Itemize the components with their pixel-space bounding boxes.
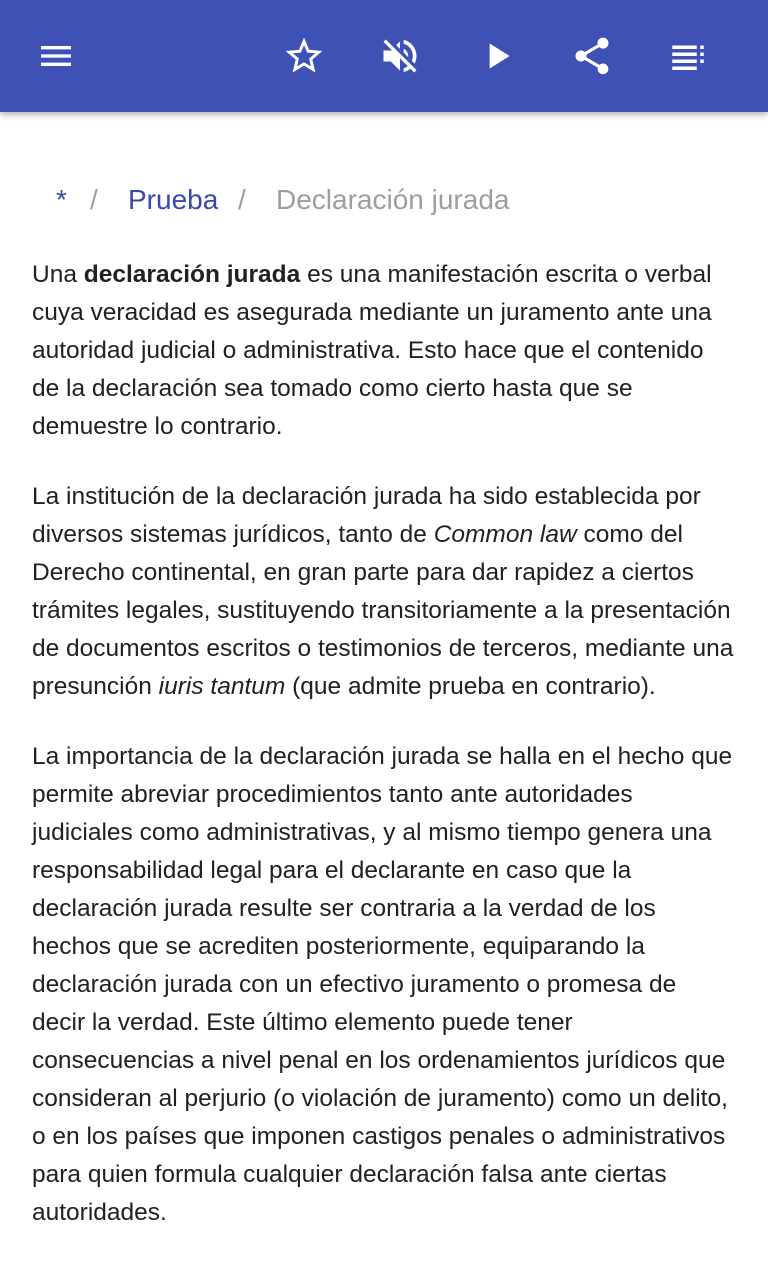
share-button[interactable]	[564, 28, 620, 84]
paragraph-text: La institución de la declaración jurada ha sido establecida por diversos sistemas jurídicos, tanto de	[32, 483, 701, 548]
star-outline-icon	[282, 34, 326, 78]
paragraph-1	[32, 256, 736, 446]
share-icon	[570, 34, 614, 78]
breadcrumb-home-link[interactable]: *	[56, 184, 67, 215]
breadcrumb-separator: /	[90, 184, 98, 215]
breadcrumb-parent-link[interactable]: Prueba	[128, 184, 219, 215]
paragraph-3: La importancia de la declaración jurada se halla en el hecho que permite abreviar procedimientos tanto ante autoridades judiciales como administrativas, y al mismo tiempo genera una responsabilidad legal para el declarante en caso que la declaración jurada resulte ser contraria a la verdad de los hechos que se acrediten posteriormente, equiparando la declaración jurada con un efectivo juramento o promesa de decir la verdad. Este último elemento puede tener consecuencias a nivel penal en los ordenamientos jurídicos que consideran al perjurio (o violación de juramento) como un delito, o en los países que imponen castigos penales o administrativos para quien formula cualquier declaración falsa ante ciertas autoridades.	[32, 743, 733, 1226]
paragraph-text: como del Derecho continental, en gran parte para dar rapidez a ciertos trámites legales, sustituyendo transitoriamente a la presentación de documentos escritos o testimonios de terceros, mediante una presunción	[32, 521, 734, 700]
paragraph-text: es una manifestación escrita o verbal cuya veracidad es asegurada mediante un juramento ante una autoridad judicial o administrativa. Esto hace que el contenido de la declaración sea tomado como cierto hasta que se demuestre lo contrario.	[32, 261, 712, 440]
favorite-button[interactable]	[276, 28, 332, 84]
play-button[interactable]	[470, 28, 526, 84]
breadcrumb	[0, 180, 768, 220]
italic-term: Common law	[433, 521, 577, 548]
menu-button[interactable]	[28, 28, 84, 84]
play-icon	[478, 36, 518, 76]
defined-term: declaración jurada	[83, 261, 301, 288]
article-body	[32, 256, 736, 1264]
paragraph-2	[32, 478, 736, 706]
contents-button[interactable]	[660, 28, 716, 84]
volume-off-icon	[378, 34, 422, 78]
breadcrumb-separator: /	[238, 184, 246, 215]
app-bar	[0, 0, 768, 112]
playlist-icon	[667, 35, 709, 77]
breadcrumb-current: Declaración jurada	[276, 184, 510, 215]
italic-term: iuris tantum	[158, 673, 286, 700]
paragraph-text: (que admite prueba en contrario).	[285, 673, 656, 700]
mute-button[interactable]	[372, 28, 428, 84]
paragraph-text: Una	[32, 261, 84, 288]
menu-icon	[36, 36, 76, 76]
